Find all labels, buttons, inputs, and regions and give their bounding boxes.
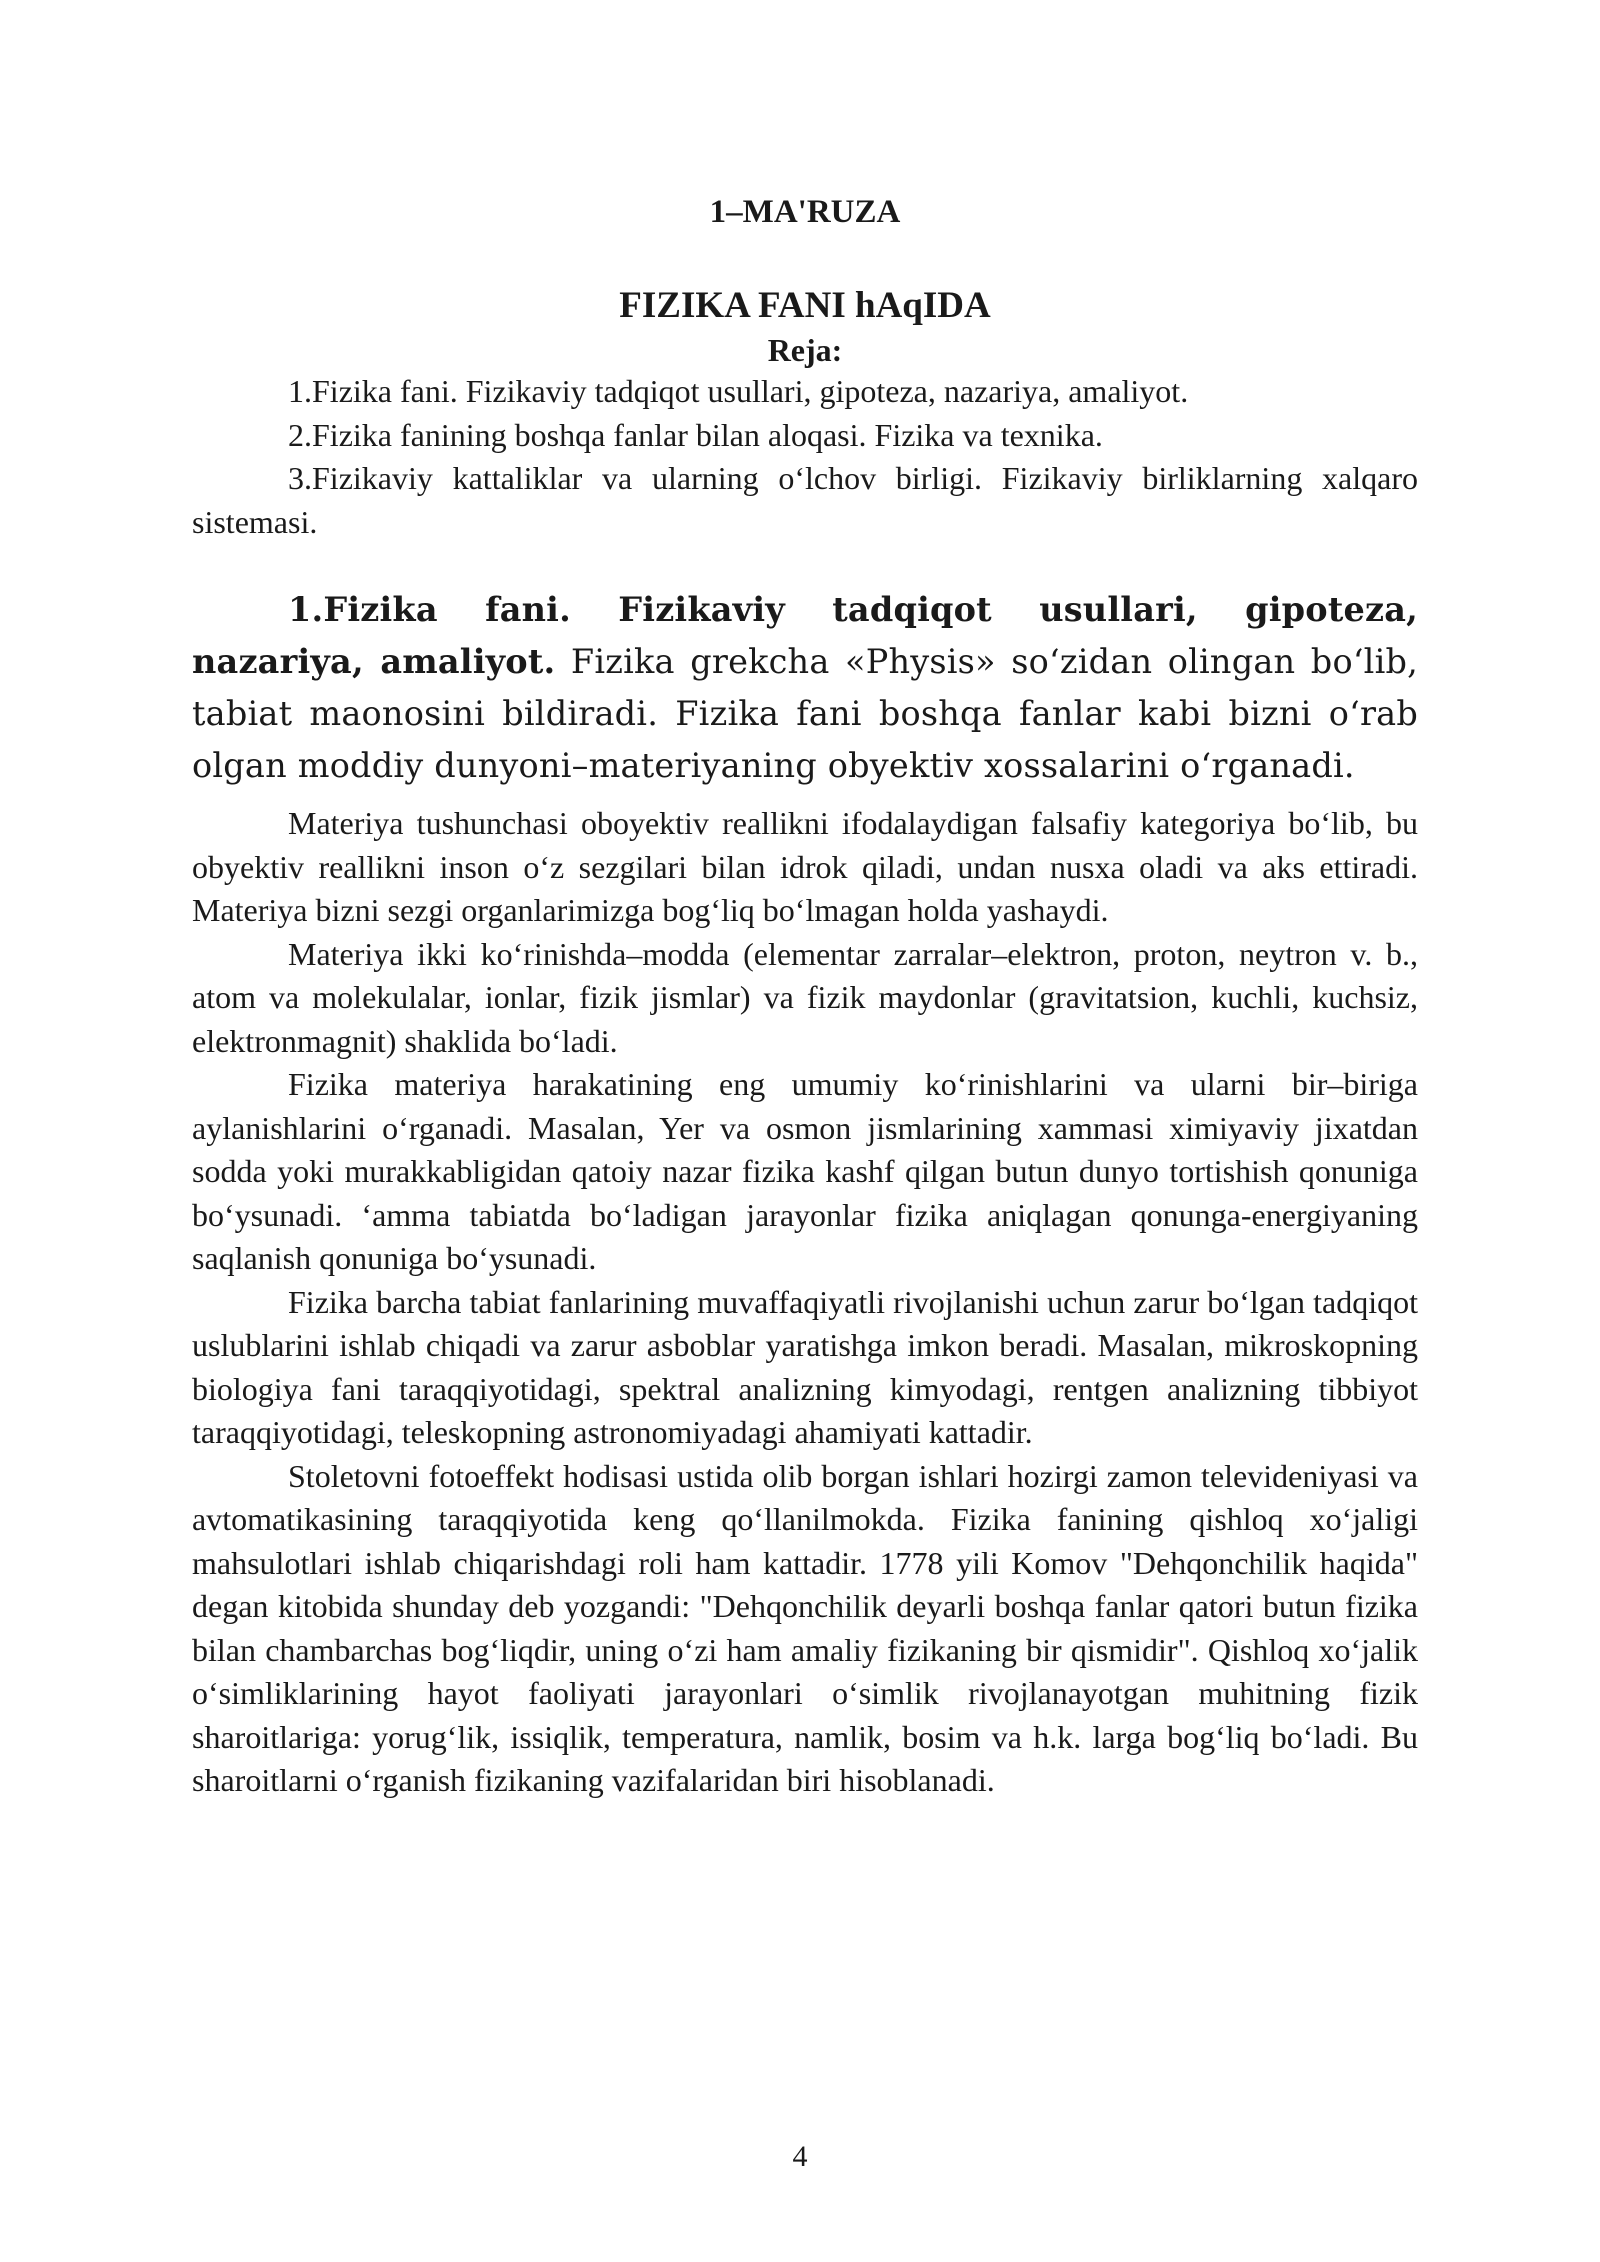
body-paragraph: Fizika materiya harakatining eng umumiy ko‘rinishlarini va ularni bir–biriga aylanishlarini o‘rganadi. Masalan, Yer va osmon jismlarining xammasi ximiyaviy jixatdan sodda yoki murakkabligidan qatoiy nazar fizika kashf qilgan butun dunyo tortishish qonuniga bo‘ysunadi. ‘amma tabiatda bo‘ladigan jarayonlar fizika aniqlagan qonunga-energiyaning saqlanish qonuniga bo‘ysunadi.: [192, 1066, 1418, 1276]
body-paragraph: Stoletovni fotoeffekt hodisasi ustida olib borgan ishlari hozirgi zamon televideniyasi va avtomatikasining taraqqiyotida keng qo‘llanilmokda. Fizika fanining qishloq xo‘jaligi mahsulotlari ishlab chiqarishdagi roli ham kattadir. 1778 yili Komov "Dehqonchilik haqida" degan kitobida shunday deb yozgandi: "Dehqonchilik deyarli boshqa fanlar qatori butun fizika bilan chambarchas bog‘liqdir, uning o‘zi ham amaliy fizikaning bir qismidir". Qishloq xo‘jalik o‘simliklarining hayot faoliyati jarayonlari o‘simlik rivojlanayotgan muhitning fizik sharoitlariga: yorug‘lik, issiqlik, temperatura, namlik, bosim va h.k. larga bog‘liq bo‘ladi. Bu sharoitlarni o‘rganish fizikaning vazifalaridan biri hisoblanadi.: [192, 1457, 1418, 1798]
section-text: Fizika grekcha «Physis» so‘zidan olingan bo‘lib, tabiat maonosini bildiradi. Fizika fani boshqa fanlar kabi bizni o‘rab olgan moddiy dunyoni–materiyaning obyektiv xossalarini o‘rganadi.: [192, 642, 1418, 785]
section-intro: [192, 584, 1418, 792]
plan-list: [192, 370, 1418, 544]
plan-item: 2.Fizika fanining boshqa fanlar bilan aloqasi. Fizika va texnika.: [288, 416, 1103, 453]
section-heading: 1.Fizika fani. Fizikaviy tadqiqot usullari, gipoteza, nazariya, amaliyot.: [192, 590, 1418, 681]
body-paragraph: Materiya tushunchasi oboyektiv reallikni ifodalaydigan falsafiy kategoriya bo‘lib, bu obyektiv reallikni inson o‘z sezgilari bilan idrok qiladi, undan nusxa oladi va aks ettiradi. Materiya bizni sezgi organlarimizga bog‘liq bo‘lmagan holda yashaydi.: [192, 805, 1418, 928]
page-number: 4: [792, 2140, 808, 2173]
document-page: [192, 190, 1418, 1803]
topic-title: FIZIKA FANI hAqIDA: [619, 285, 991, 326]
body-paragraph: Materiya ikki ko‘rinishda–modda (elementar zarralar–elektron, proton, neytron v. b., atom va molekulalar, ionlar, fizik jismlar) va fizik maydonlar (gravitatsion, kuchli, kuchsiz, elektronmagnit) shaklida bo‘ladi.: [192, 935, 1418, 1059]
plan-title: Reja:: [767, 332, 843, 368]
plan-item: 1.Fizika fani. Fizikaviy tadqiqot usullari, gipoteza, nazariya, amaliyot.: [288, 373, 1189, 409]
lecture-title: 1–MA'RUZA: [709, 194, 901, 230]
plan-item: 3.Fizikaviy kattaliklar va ularning o‘lchov birligi. Fizikaviy birliklarning xalqaro sistemasi.: [192, 460, 1418, 540]
body-paragraph: Fizika barcha tabiat fanlarining muvaffaqiyatli rivojlanishi uchun zarur bo‘lgan tadqiqot uslublarini ishlab chiqadi va zarur asboblar yaratishga imkon beradi. Masalan, mikroskopning biologiya fani taraqqiyotidagi, spektral analizning kimyodagi, rentgen analizning tibbiyot taraqqiyotidagi, teleskopning astronomiyadagi ahamiyati kattadir.: [192, 1283, 1418, 1450]
